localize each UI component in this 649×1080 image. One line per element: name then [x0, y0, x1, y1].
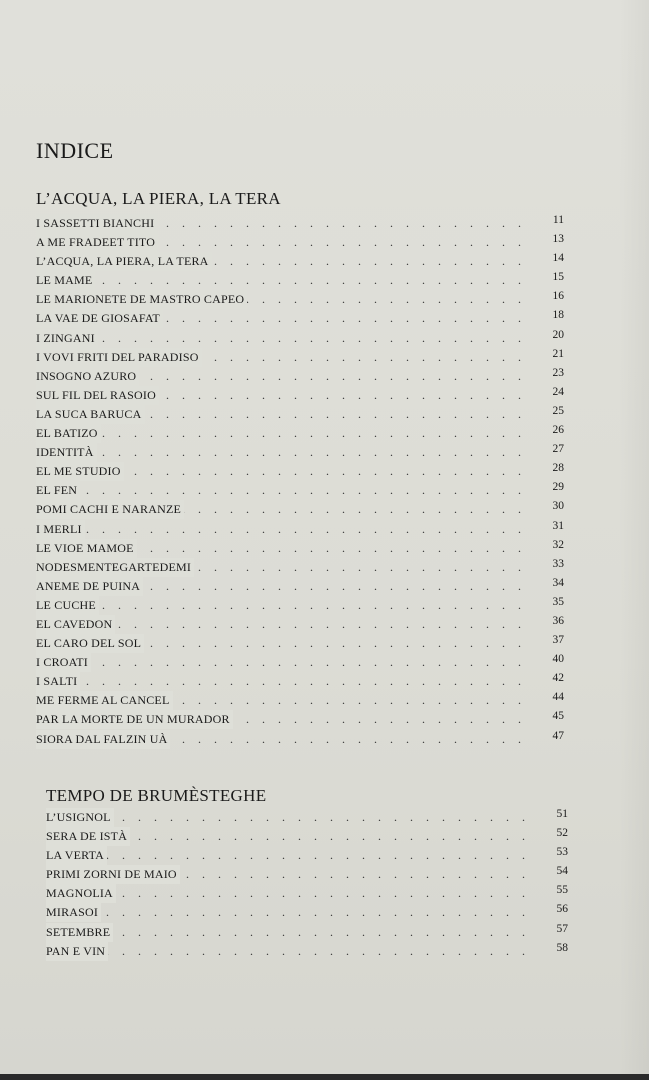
toc-entry-page-number: 37 — [552, 634, 564, 647]
toc-entry — [46, 884, 568, 903]
dot-leader — [36, 329, 526, 348]
toc-entry-page-number: 30 — [552, 500, 564, 513]
toc-entry — [36, 367, 564, 386]
toc-entry — [36, 539, 564, 558]
toc-entry-title-wrap — [46, 903, 101, 922]
toc-entry-page-number: 11 — [552, 214, 564, 226]
toc-entry-title-wrap — [36, 558, 194, 577]
dot-leader — [46, 923, 530, 942]
toc-entry-page-number: 31 — [552, 519, 564, 532]
toc-entry-page-number: 26 — [552, 424, 564, 437]
toc-entry-title: ANEME DE PUINA — [36, 578, 141, 593]
toc-entry — [46, 808, 568, 827]
toc-entry-page-number: 33 — [552, 557, 564, 570]
toc-entry-title: L’ACQUA, LA PIERA, LA TERA — [36, 254, 209, 269]
toc-entry-title: LE MARIONETE DE MASTRO CAPEO — [36, 292, 245, 307]
toc-entry-page-number: 40 — [552, 653, 564, 666]
toc-entry-title-wrap — [36, 710, 233, 729]
toc-entry-title: PAN E VIN — [46, 943, 106, 958]
toc-entry — [36, 577, 564, 596]
toc-entry-page-number: 52 — [556, 827, 568, 840]
toc-entry-title-wrap — [36, 500, 184, 519]
toc-entry-title-wrap — [36, 596, 99, 615]
toc-entry-title: I ZINGANI — [36, 330, 95, 345]
toc-entry — [36, 710, 564, 729]
toc-entry — [36, 329, 564, 348]
toc-entry-title-wrap — [36, 462, 124, 481]
toc-entry-page-number: 21 — [552, 347, 564, 360]
toc-entry-title-wrap — [36, 214, 157, 233]
toc-entry-title-wrap — [46, 865, 180, 884]
toc-list — [46, 808, 568, 961]
toc-entry-title: L’USIGNOL — [46, 810, 111, 824]
toc-entry-title: NODESMENTEGARTEDEMI — [36, 559, 192, 574]
dot-leader — [46, 846, 530, 865]
toc-entry-page-number: 47 — [552, 729, 564, 742]
page-bottom-edge — [0, 1074, 649, 1080]
toc-entry — [36, 405, 564, 424]
toc-entry-page-number: 42 — [552, 672, 564, 685]
toc-entry-title-wrap — [36, 653, 91, 672]
toc-entry-title: LA SUCA BARUCA — [36, 406, 142, 421]
dot-leader — [36, 481, 526, 500]
toc-entry-title: EL FEN — [36, 483, 78, 498]
toc-entry — [36, 462, 564, 481]
toc-entry — [36, 290, 564, 309]
toc-entry-page-number: 20 — [552, 328, 564, 341]
toc-entry-title-wrap — [36, 615, 115, 634]
section-title: TEMPO DE BRUMÈSTEGHE — [46, 786, 267, 805]
section-title: L’ACQUA, LA PIERA, LA TERA — [36, 189, 281, 208]
toc-entry-title: IDENTITÀ — [36, 445, 94, 460]
toc-entry-title-wrap — [36, 309, 163, 328]
toc-entry-title: A ME FRADEET TITO — [36, 235, 156, 250]
toc-entry-page-number: 58 — [556, 941, 568, 954]
toc-entry — [36, 691, 564, 710]
toc-entry-title-wrap — [36, 481, 80, 500]
toc-entry-page-number: 35 — [552, 595, 564, 608]
toc-entry — [36, 424, 564, 443]
toc-entry-title-wrap — [36, 367, 139, 386]
toc-entry — [36, 348, 564, 367]
toc-entry-title-wrap — [36, 329, 98, 348]
toc-entry-title: SUL FIL DEL RASOIO — [36, 387, 156, 402]
toc-entry-page-number: 25 — [552, 404, 564, 417]
toc-entry-title-wrap — [46, 923, 113, 942]
dot-leader — [36, 520, 526, 539]
toc-entry — [36, 252, 564, 271]
toc-entry-page-number: 45 — [552, 710, 564, 723]
toc-entry-title-wrap — [36, 520, 85, 539]
dot-leader — [36, 596, 526, 615]
toc-entry — [46, 846, 568, 865]
page-title: INDICE — [36, 138, 114, 163]
toc-entry-page-number: 18 — [552, 309, 564, 322]
toc-entry-title-wrap — [46, 827, 130, 846]
toc-entry-page-number: 53 — [556, 846, 568, 859]
toc-entry-title-wrap — [36, 252, 212, 271]
toc-entry-title-wrap — [36, 290, 247, 309]
dot-leader — [36, 653, 526, 672]
toc-entry-title-wrap — [36, 672, 80, 691]
toc-entry-title-wrap — [36, 691, 173, 710]
toc-entry-title-wrap — [36, 539, 137, 558]
toc-entry-title: MIRASOI — [46, 905, 99, 920]
toc-entry-title: PRIMI ZORNI DE MAIO — [46, 867, 177, 882]
toc-entry-page-number: 15 — [552, 271, 564, 284]
toc-entry-title: EL BATIZO — [36, 426, 98, 441]
toc-entry-title-wrap — [36, 271, 95, 290]
toc-entry-title: POMI CACHI E NARANZE — [36, 502, 181, 517]
toc-entry-page-number: 16 — [552, 290, 564, 303]
dot-leader — [46, 903, 530, 922]
page-edge-shadow — [619, 0, 649, 1080]
dot-leader — [36, 672, 526, 691]
toc-entry-page-number: 23 — [552, 366, 564, 379]
toc-entry-title: PAR LA MORTE DE UN MURADOR — [36, 712, 230, 727]
toc-entry-title-wrap — [36, 348, 202, 367]
toc-entry-title-wrap — [46, 808, 114, 827]
toc-entry — [36, 730, 564, 749]
toc-entry-title: SIORA DAL FALZIN UÀ — [36, 731, 168, 746]
toc-entry-page-number: 24 — [552, 385, 564, 398]
toc-entry-title-wrap — [36, 386, 159, 405]
toc-entry-title: LA VERTA — [46, 848, 105, 863]
toc-entry — [36, 309, 564, 328]
toc-entry-title: MAGNOLIA — [46, 886, 113, 901]
toc-entry — [36, 481, 564, 500]
toc-entry-page-number: 28 — [552, 462, 564, 475]
dot-leader — [46, 808, 530, 827]
toc-entry — [36, 653, 564, 672]
toc-entry-title: I MERLI — [36, 521, 82, 536]
toc-entry-page-number: 54 — [556, 865, 568, 878]
dot-leader — [36, 271, 526, 290]
toc-entry-page-number: 34 — [552, 576, 564, 589]
toc-entry-page-number: 57 — [556, 922, 568, 935]
toc-entry — [36, 271, 564, 290]
toc-entry-title: I SALTI — [36, 674, 78, 689]
toc-entry — [36, 386, 564, 405]
toc-entry-page-number: 14 — [552, 252, 564, 265]
toc-entry-title-wrap — [36, 634, 144, 653]
toc-entry-title-wrap — [46, 884, 116, 903]
toc-entry-title-wrap — [36, 443, 97, 462]
toc-entry-page-number: 13 — [552, 233, 564, 246]
toc-entry-title: I CROATI — [36, 655, 88, 670]
toc-entry-page-number: 56 — [556, 903, 568, 916]
toc-entry-title: EL CARO DEL SOL — [36, 636, 142, 651]
toc-entry — [36, 233, 564, 252]
toc-entry — [36, 634, 564, 653]
toc-entry-title: I VOVI FRITI DEL PARADISO — [36, 349, 199, 364]
toc-entry-page-number: 44 — [552, 691, 564, 704]
toc-entry-title: I SASSETTI BIANCHI — [36, 216, 155, 230]
toc-entry — [46, 923, 568, 942]
toc-entry — [46, 827, 568, 846]
toc-entry — [36, 500, 564, 519]
toc-entry — [36, 596, 564, 615]
toc-entry-page-number: 36 — [552, 614, 564, 627]
toc-entry-title-wrap — [36, 405, 145, 424]
toc-entry-title-wrap — [46, 846, 107, 865]
toc-entry-page-number: 27 — [552, 443, 564, 456]
toc-entry-title: EL CAVEDON — [36, 616, 113, 631]
toc-entry-title: LE MAME — [36, 273, 93, 288]
toc-entry-title: LE CUCHE — [36, 597, 96, 612]
toc-entry-title-wrap — [36, 424, 101, 443]
toc-entry-title: LA VAE DE GIOSAFAT — [36, 311, 160, 326]
dot-leader — [46, 942, 530, 961]
toc-entry — [36, 214, 564, 233]
toc-list — [36, 214, 564, 749]
toc-entry-title-wrap — [36, 233, 158, 252]
toc-entry-page-number: 51 — [556, 808, 568, 820]
toc-entry — [46, 942, 568, 961]
toc-entry — [36, 558, 564, 577]
toc-entry — [46, 903, 568, 922]
toc-entry-page-number: 55 — [556, 884, 568, 897]
dot-leader — [46, 884, 530, 903]
toc-entry — [36, 615, 564, 634]
toc-entry — [36, 443, 564, 462]
toc-entry-page-number: 32 — [552, 538, 564, 551]
toc-entry-title: EL ME STUDIO — [36, 464, 121, 479]
toc-entry-title-wrap — [36, 730, 170, 749]
toc-entry-title: SERA DE ISTÀ — [46, 829, 128, 844]
toc-entry-page-number: 29 — [552, 481, 564, 494]
toc-entry-title-wrap — [36, 577, 143, 596]
toc-entry-title: SETEMBRE — [46, 924, 111, 939]
dot-leader — [36, 443, 526, 462]
toc-entry — [36, 672, 564, 691]
toc-entry-title: LE VIOE MAMOE — [36, 540, 134, 555]
toc-entry — [36, 520, 564, 539]
dot-leader — [36, 424, 526, 443]
toc-entry-title-wrap — [46, 942, 108, 961]
toc-entry-title: ME FERME AL CANCEL — [36, 693, 170, 708]
toc-entry — [46, 865, 568, 884]
toc-entry-title: INSOGNO AZURO — [36, 368, 137, 383]
